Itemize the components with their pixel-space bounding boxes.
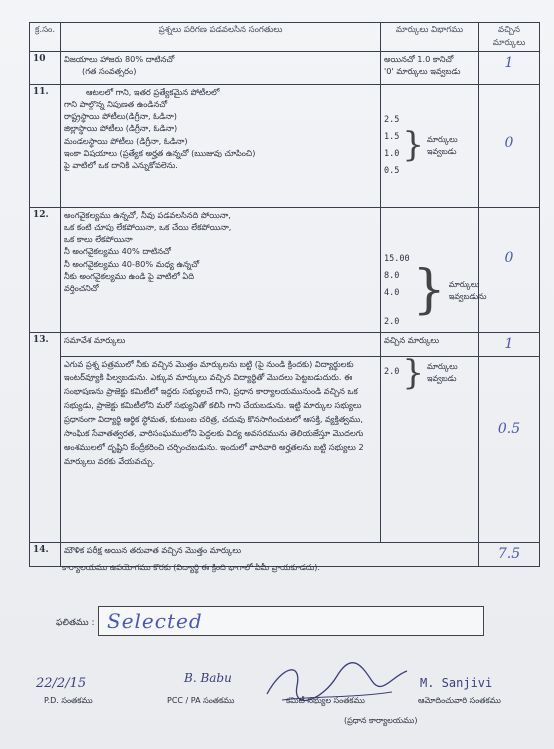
desc-line: పై వాటిలో ఒక దానికి ఎన్నుకోవలెను. [64, 160, 178, 171]
row-description [61, 84, 381, 207]
brace-icon: } [412, 260, 446, 321]
desc-line: వర్తించనిచో [64, 283, 99, 294]
score-values [384, 112, 399, 180]
score-value: 1.0 [384, 148, 400, 159]
table-row [30, 51, 540, 84]
signature-pcc-handwritten: B. Babu [184, 671, 232, 685]
row-paragraph: ఎగువ ప్రశ్న పత్రములో నీకు వచ్చిన మొత్తం మార్కులను బట్టి (పై నుండి క్రిందకు) విద్యార్థులకు ఇంటర్‌వ్యూకి పిల్వబడును. ఎక్కువ మార్కులు వచ్చిన విద్యార్థితో మొదలు పెట్టబడుదురు. ఈ సంభాషణను ప్రాజెక్టు కమిటీలో ఇద్దరు సభ్యులచే గాని, ప్రధాన కార్యాలయమునుండి వచ్చిన ఒక సభ్యుడు, ప్రాజెక్టు కమిటీలోని మరో సభ్యునితో కలిసి గాని చేయబడును. ఇట్టి మార్కుల సభ్యులు ప్రధానంగా విద్యార్థి ఆర్థిక స్థోమత, కుటుంబ చరిత్ర, చదువు కొనసాగించుటలో ఆసక్తి, వ్యక్తిత్వము, సాంఘిక సేవాతత్వరత, వారిసంఘములోని పెద్దలకు విద్య అవసరమును తెలియజేస్తూ మొదలగు అంశములలో దృష్టిని కేంద్రీకరించి చర్చించబడును. ఇందులో వారివారి అర్హతలను బట్టి సభ్యులు 2 మార్కులు వరకు వేయవచ్చు. [61, 356, 381, 542]
desc-line: నీకు అంగవైకల్యము ఉండి పై వాటిలో ఏది [64, 270, 194, 281]
brace-label-line: ఇవ్వబడును [448, 291, 487, 301]
score-value: 15.00 [384, 253, 410, 264]
desc-line: రాష్ట్రస్థాయి పోటీలు(డిగ్రీనా, ఓడినా) [64, 111, 177, 122]
signature-pd-handwritten: 22/2/15 [36, 676, 87, 691]
header-description: ప్రశ్నలు పరిగణ పడవలసిన సంగతులు [61, 23, 381, 52]
evaluation-table [29, 22, 540, 567]
row-description [61, 51, 381, 84]
desc-line: ఆటలలో గాని, ఇతర ప్రత్యేకమైన పోటీలలో [86, 86, 220, 97]
signature-committee-label: కమిటీ సభ్యుల సంతకము [286, 696, 365, 705]
row-description [61, 207, 381, 332]
desc-line: నీ అంగవైకల్యము 40-80% మధ్య ఉన్నచో [64, 258, 200, 269]
score-value: 2.0 [384, 367, 400, 378]
row-max-marks [381, 352, 479, 542]
table-row [30, 332, 540, 356]
desc-line: ఇంకా విషయాలు (ప్రత్యేక అర్హత ఉన్నచో (ఋజువు చూపించి) [64, 147, 256, 158]
desc-line: ఒక కాలు లేకపోయినా [64, 234, 133, 245]
row-number: 13. [30, 332, 61, 542]
row-number: 10 [30, 51, 61, 84]
result-box [98, 606, 484, 636]
row-title: సమావేశ మార్కులు [61, 332, 381, 356]
signature-approver-handwritten: M. Sanjivi [420, 676, 493, 690]
desc-line: అంగవైకల్యము ఉన్నచో, నీవు పడవలసినది పోయినా, [64, 209, 231, 220]
brace-label-line: మార్కులు [427, 134, 458, 144]
result-handwritten: Selected [107, 609, 203, 633]
score-value: 4.0 [384, 287, 400, 298]
score-value: 2.0 [384, 316, 400, 327]
awarded-total: 7.5 [479, 542, 540, 566]
header-no: క్ర.సం. [30, 23, 61, 52]
row-max-marks [381, 207, 487, 332]
header-awarded: వచ్చిన మార్కులు [479, 23, 540, 52]
desc-line: (గత సంవత్సరం) [82, 65, 137, 76]
score-value: 2.5 [384, 114, 400, 125]
row-description: మౌళిక పరీక్ష అయిన తరువాత వచ్చిన మొత్తం మార్కులు [61, 542, 479, 566]
table-row [30, 84, 540, 207]
score-group [384, 112, 475, 180]
score-group [384, 251, 487, 331]
awarded-mark-top: 1 [479, 332, 540, 356]
brace-icon: } [402, 125, 424, 166]
desc-line: జిల్లాస్థాయి పోటీలు (డిగ్రీనా, ఓడినా) [64, 123, 178, 134]
table-row [30, 356, 540, 542]
desc-line: నీ అంగవైకల్యము 40% దాటినచో [64, 246, 171, 257]
brace-label [449, 279, 487, 303]
score-value: 0.5 [384, 165, 400, 176]
signature-pd-label: P.D. సంతకము [44, 696, 93, 705]
signature-pcc-label: PCC / PA సంతకము [167, 696, 235, 705]
row-max-title: వచ్చిన మార్కులు [381, 332, 479, 356]
score-value: 8.0 [384, 270, 400, 281]
max-line: అయినచో 1.0 కానిచో [384, 53, 454, 64]
awarded-mark: 0.5 [479, 356, 540, 542]
max-line: '0' మార్కులు ఇవ్వబడు [384, 65, 461, 76]
score-group [384, 352, 475, 393]
score-values [384, 366, 399, 379]
header-max-marks: మార్కులు విభాగము [381, 23, 479, 52]
signature-approver-label: ఆమోదించువారి సంతకము [418, 696, 501, 705]
head-office-note: (ప్రధాన కార్యాలయము) [344, 716, 418, 725]
score-value: 1.5 [384, 131, 400, 142]
result-label: ఫలితము : [56, 618, 95, 628]
brace-icon: } [402, 352, 424, 393]
brace-label-line: ఇవ్వబడు [427, 146, 457, 156]
row-number: 14. [30, 542, 61, 566]
row-max-marks [381, 51, 479, 84]
row-number: 12. [30, 207, 61, 332]
awarded-mark: 0 [479, 207, 540, 332]
awarded-mark: 0 [479, 84, 540, 207]
table-row [30, 207, 540, 332]
desc-line: గాని పాల్గొన్న నిపుణత ఉండినచో [64, 98, 168, 109]
desc-line: విజయాలు హాజరు 80% దాటినచో [64, 53, 175, 64]
table-header [30, 23, 540, 52]
brace-label [427, 134, 458, 158]
brace-label-line: మార్కులు [448, 279, 480, 289]
brace-label [427, 361, 458, 385]
row-number: 11. [30, 84, 61, 207]
row-max-marks [381, 84, 479, 207]
awarded-mark: 1 [479, 51, 540, 84]
desc-line: ఒక కంటి చూపు లేకపోయినా, ఒక చేయి లేకపోయినా, [64, 221, 232, 232]
brace-label-line: మార్కులు [427, 361, 458, 371]
score-values [384, 251, 410, 331]
office-use-note: కార్యాలయము ఉపయోగము కొరకు (విద్యార్థి ఈ క్రింది భాగాలో ఏమీ వ్రాయకూడదు). [62, 563, 320, 572]
desc-line: మండలస్థాయి పోటీలు (డిగ్రీనా, ఓడినా) [64, 135, 188, 146]
brace-label-line: ఇవ్వబడు [427, 373, 457, 383]
